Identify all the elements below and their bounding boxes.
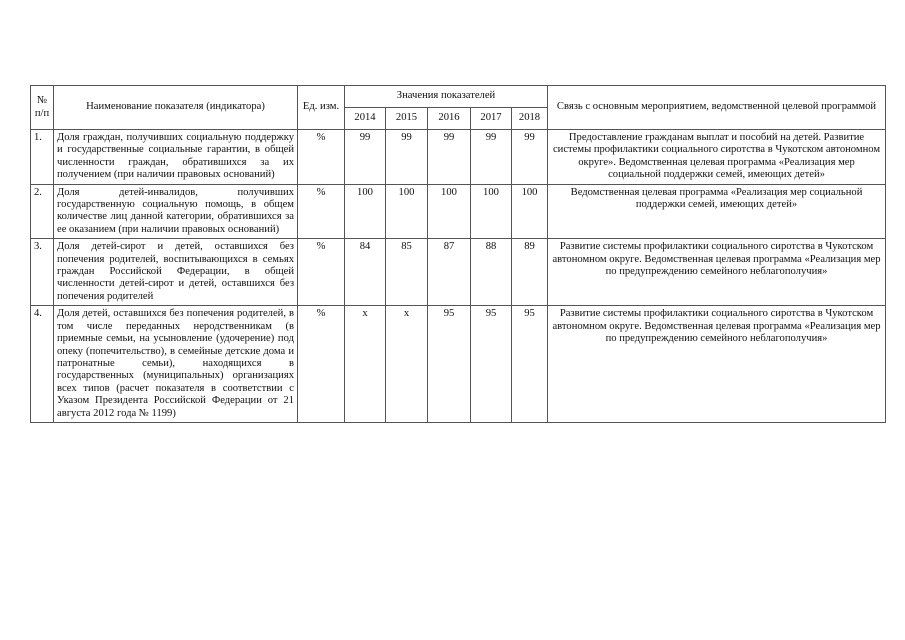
value-cell: 87 [428,239,471,306]
header-year: 2015 [386,108,428,130]
row-number: 4. [31,306,54,423]
value-cell: 100 [386,184,428,239]
row-number: 1. [31,130,54,185]
value-cell: 95 [512,306,548,423]
unit-cell: % [298,306,345,423]
program-link: Предоставление гражданам выплат и пособий на детей. Развитие системы профилактики социального сиротства в Чукотском автономном округе». Ведомственная целевая программа «Реализация мер социальной поддержки семей, имеющих детей» [548,130,886,185]
value-cell: 100 [471,184,512,239]
value-cell: 99 [345,130,386,185]
header-values: Значения показателей [345,86,548,108]
value-cell: 100 [428,184,471,239]
header-unit: Ед. изм. [298,86,345,130]
value-cell: 100 [512,184,548,239]
program-link: Ведомственная целевая программа «Реализация мер социальной поддержки семей, имеющих детей» [548,184,886,239]
row-number: 2. [31,184,54,239]
unit-cell: % [298,130,345,185]
header-num: № п/п [31,86,54,130]
indicator-name: Доля граждан, получивших социальную поддержку и государственные социальные гарантии, в общей численности граждан, обратившихся за их получением (при наличии правовых оснований) [54,130,298,185]
value-cell: 89 [512,239,548,306]
header-year: 2017 [471,108,512,130]
header-link: Связь с основным мероприятием, ведомственной целевой программой [548,86,886,130]
program-link: Развитие системы профилактики социального сиротства в Чукотском автономном округе. Ведомственная целевая программа «Реализация мер по предупреждению семейного неблагополучия» [548,306,886,423]
header-year: 2014 [345,108,386,130]
unit-cell: % [298,184,345,239]
program-link: Развитие системы профилактики социального сиротства в Чукотском автономном округе. Ведомственная целевая программа «Реализация мер по предупреждению семейного неблагополучия» [548,239,886,306]
table-row [31,130,886,185]
header-year: 2018 [512,108,548,130]
value-cell: 95 [428,306,471,423]
indicator-name: Доля детей, оставшихся без попечения родителей, в том числе переданных неродственникам (в приемные семьи, на усыновление (удочерение) под опеку (попечительство), в семейные детские дома и патронатные семьи), находящихся в государственных (муниципальных) организациях всех типов (расчет показателя в соответствии с Указом Президента Российской Федерации от 21 августа 2012 года № 1199) [54,306,298,423]
value-cell: 84 [345,239,386,306]
header-year: 2016 [428,108,471,130]
indicator-name: Доля детей-сирот и детей, оставшихся без попечения родителей, воспитывающихся в семьях граждан Российской Федерации, в общей численности детей-сирот и детей, оставшихся без попечения родителей [54,239,298,306]
value-cell: 95 [471,306,512,423]
value-cell: 99 [471,130,512,185]
value-cell: 99 [512,130,548,185]
value-cell: 100 [345,184,386,239]
value-cell: х [345,306,386,423]
indicator-name: Доля детей-инвалидов, получивших государственную социальную помощь, в общем количестве лиц данной категории, обратившихся за ее оказанием (при наличии правовых оснований) [54,184,298,239]
row-number: 3. [31,239,54,306]
indicators-table [30,85,886,423]
value-cell: 99 [428,130,471,185]
table-row [31,184,886,239]
value-cell: 88 [471,239,512,306]
header-name: Наименование показателя (индикатора) [54,86,298,130]
value-cell: 85 [386,239,428,306]
table-row [31,306,886,423]
header-row [31,86,886,108]
value-cell: х [386,306,428,423]
unit-cell: % [298,239,345,306]
value-cell: 99 [386,130,428,185]
table-row [31,239,886,306]
